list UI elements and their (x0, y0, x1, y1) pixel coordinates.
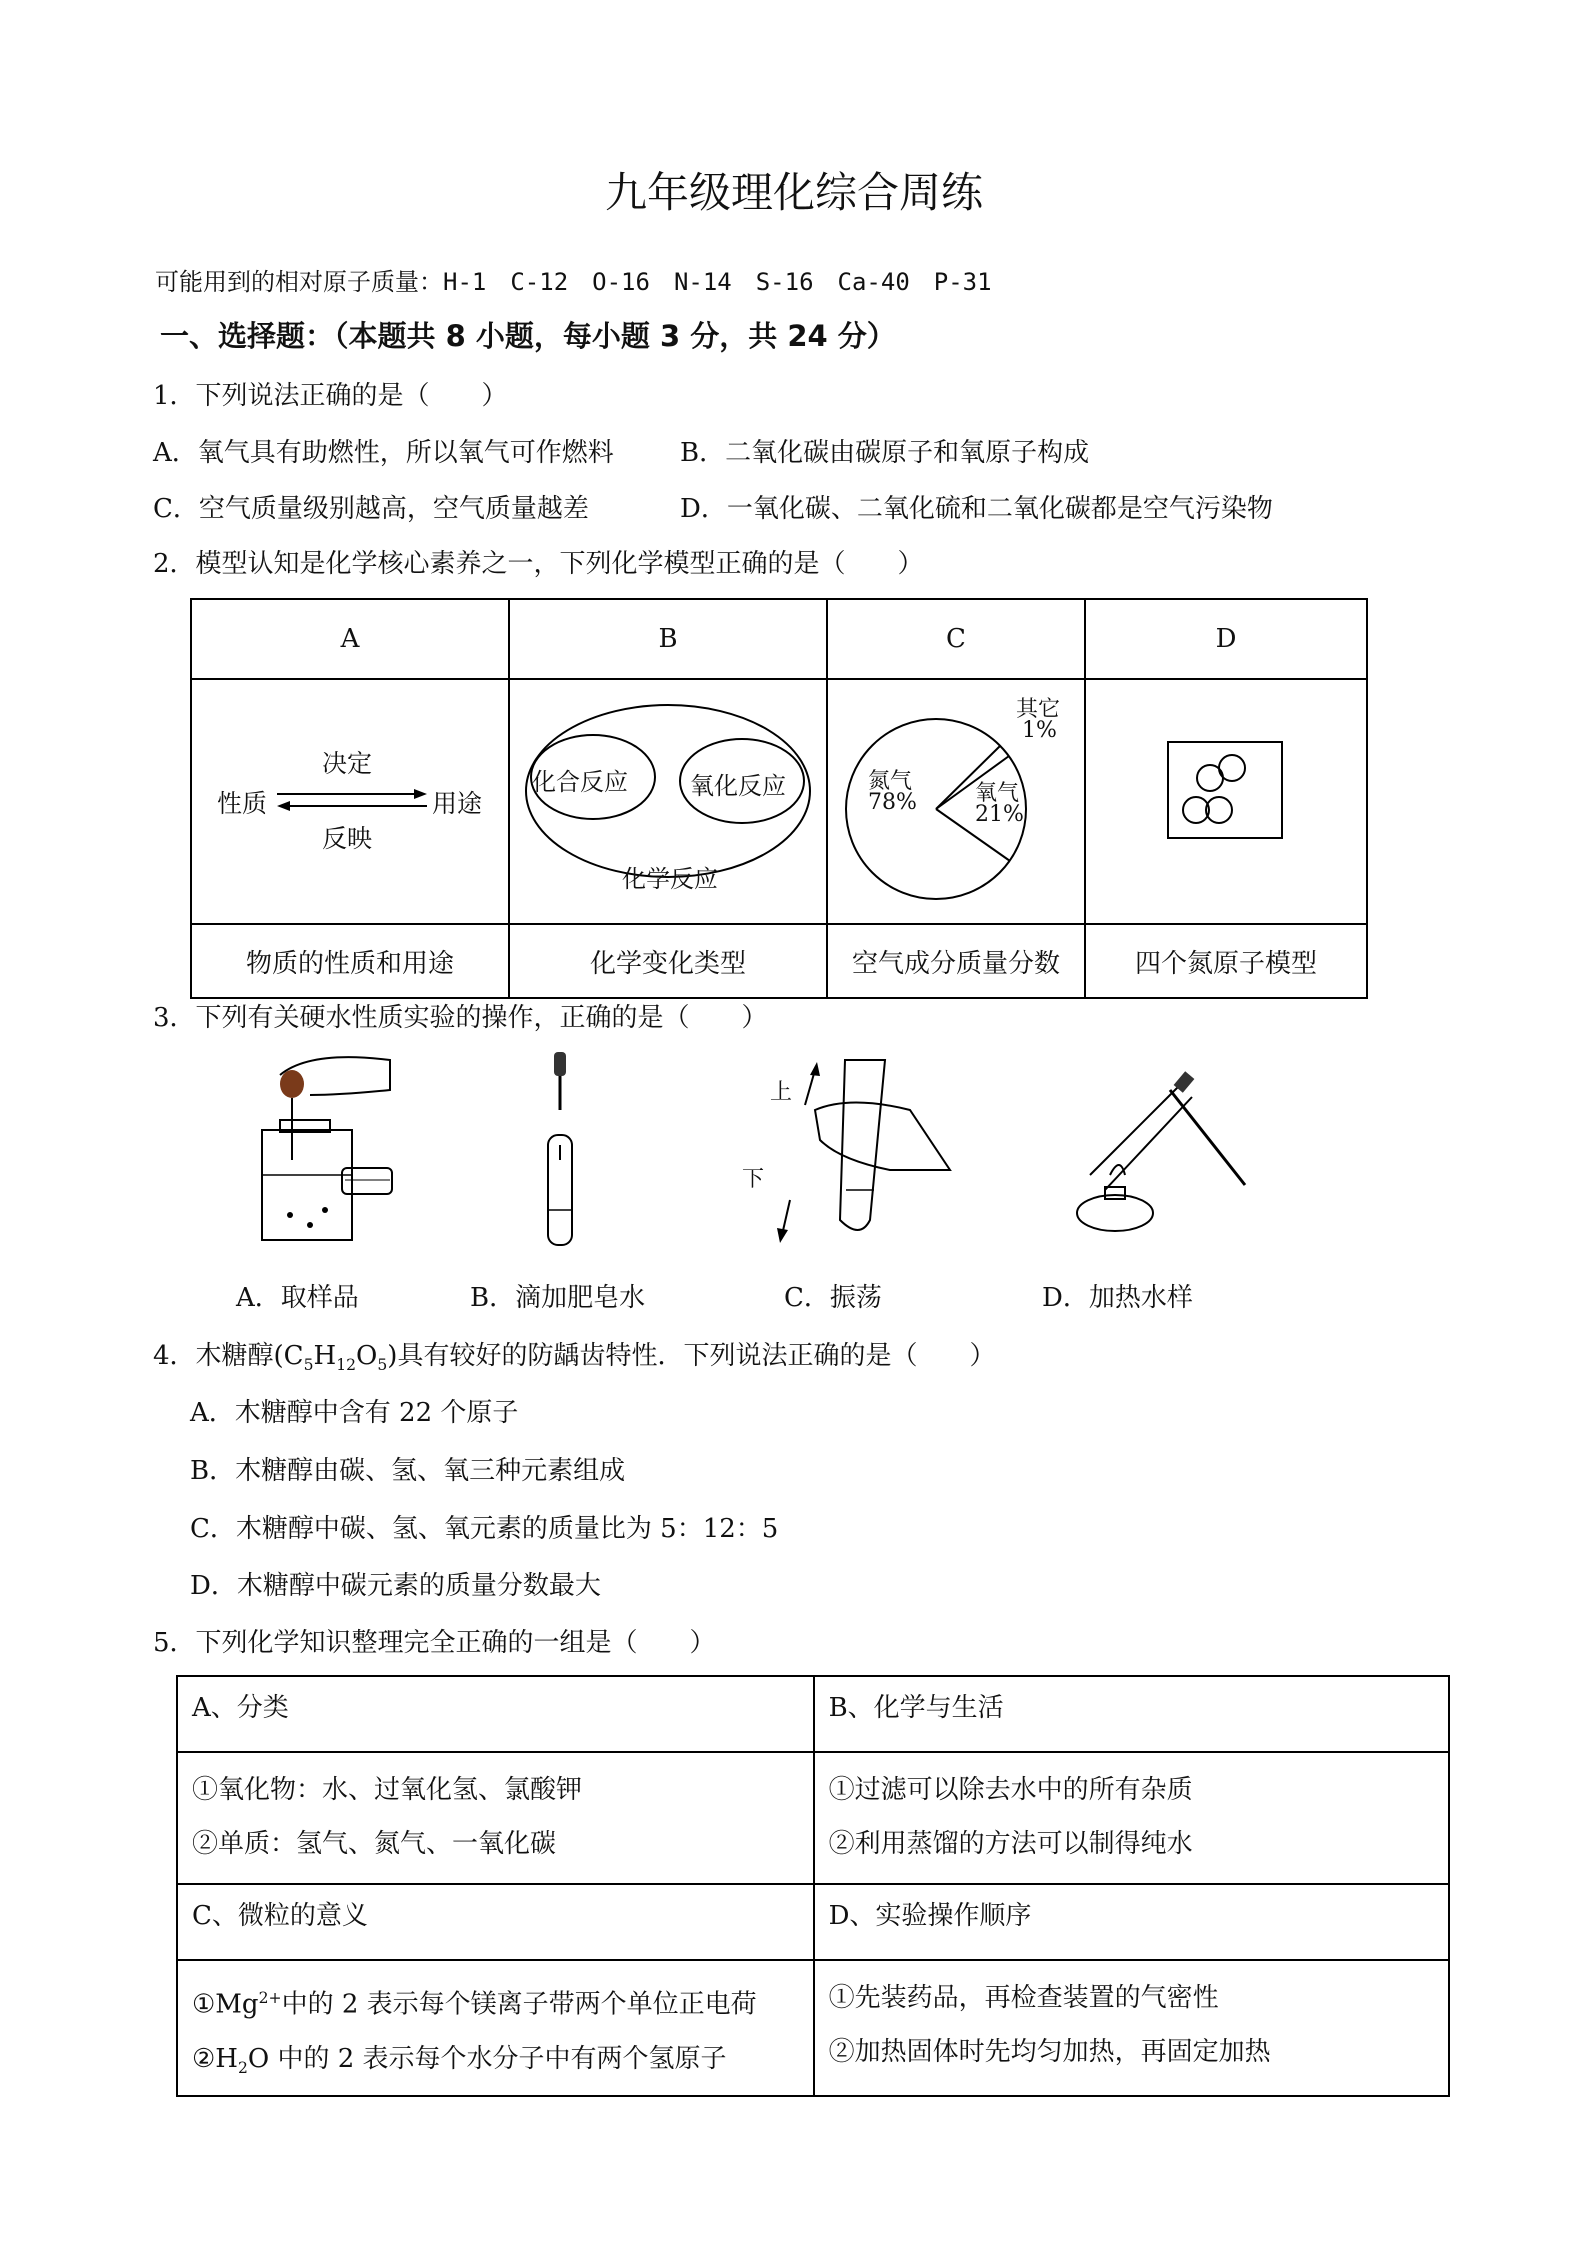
q3-label-c: C．振荡 (784, 1283, 882, 1313)
q2-caption-d: 四个氮原子模型 (1085, 924, 1367, 998)
model-a-left: 性质 (217, 788, 268, 818)
q4-option-d: D．木糖醇中碳元素的质量分数最大 (190, 1571, 601, 1601)
q5-stem: 5．下列化学知识整理完全正确的一组是（ ） (153, 1628, 716, 1658)
q4-option-b: B．木糖醇由碳、氢、氧三种元素组成 (190, 1456, 626, 1486)
q2-model-d (1085, 679, 1367, 924)
shake-down-label: 下 (742, 1167, 765, 1192)
q1-option-d: D．一氧化碳、二氧化硫和二氧化碳都是空气污染物 (680, 494, 1273, 524)
q1-option-c: C．空气质量级别越高，空气质量越差 (153, 494, 589, 524)
fig-b-add-soap-water (540, 1050, 580, 1250)
q1-stem: 1．下列说法正确的是（ ） (153, 381, 508, 411)
q2-model-table (190, 598, 1368, 999)
q5-knowledge-table (176, 1675, 1450, 2097)
q3-stem: 3．下列有关硬水性质实验的操作，正确的是（ ） (153, 1003, 768, 1033)
q1-option-a: A．氧气具有助燃性，所以氧气可作燃料 (153, 438, 614, 468)
q2-caption-b: 化学变化类型 (509, 924, 827, 998)
q5-b2: ②利用蒸馏的方法可以制得纯水 (828, 1829, 1193, 1859)
model-a-bottom: 反映 (322, 823, 373, 853)
section-heading: 一、选择题：（本题共 8 小题，每小题 3 分，共 24 分） (160, 319, 896, 353)
pie-n2-pct: 78% (868, 789, 917, 815)
q2-model-a (191, 679, 509, 924)
q5-c-body (177, 1960, 814, 2096)
q2-stem: 2．模型认知是化学核心素养之一，下列化学模型正确的是（ ） (153, 549, 924, 579)
pie-n2-name: 氮气 (868, 768, 913, 794)
q5-c1: $①Mg^{2+}$中的 2 表示每个镁离子带两个单位正电荷 (192, 1989, 757, 2020)
atomic-masses: 可能用到的相对原子质量：H-1 C-12 O-16 N-14 S-16 Ca-40 P-31 (155, 268, 992, 296)
fig-a-take-sample (250, 1050, 400, 1250)
q5-d-body (814, 1960, 1449, 2096)
q2-header-c: C (827, 599, 1085, 679)
q3-label-d: D．加热水样 (1042, 1283, 1193, 1313)
q5-b1: ①过滤可以除去水中的所有杂质 (828, 1775, 1193, 1805)
q2-model-c (827, 679, 1085, 924)
pie-other-name: 其它 (1016, 696, 1061, 722)
q4-option-a: A．木糖醇中含有 22 个原子 (190, 1398, 519, 1428)
q5-b-body (814, 1752, 1449, 1884)
pie-other-pct: 1% (1022, 717, 1057, 743)
q5-c-head: C、微粒的意义 (177, 1884, 814, 1960)
shake-up-label: 上 (770, 1080, 793, 1105)
q5-d1: ①先装药品，再检查装置的气密性 (828, 1983, 1219, 2013)
model-b-right: 氧化反应 (690, 771, 786, 800)
q2-header-d: D (1085, 599, 1367, 679)
model-a-top: 决定 (322, 748, 373, 778)
q2-header-b: B (509, 599, 827, 679)
fig-d-heat-water (1070, 1065, 1250, 1245)
q5-a2: ②单质：氢气、氮气、一氧化碳 (192, 1829, 557, 1859)
q2-caption-c: 空气成分质量分数 (827, 924, 1085, 998)
q5-a-head: A、分类 (177, 1676, 814, 1752)
q2-model-b (509, 679, 827, 924)
model-b-left: 化合反应 (532, 767, 628, 796)
nitrogen-atom-model (1086, 680, 1366, 916)
model-b-outer: 化学反应 (622, 864, 718, 893)
q2-caption-a: 物质的性质和用途 (191, 924, 509, 998)
pie-o2-pct: 21% (975, 801, 1024, 827)
q5-b-head: B、化学与生活 (814, 1676, 1449, 1752)
fig-a-stopper (340, 1160, 400, 1200)
q5-a1: ①氧化物：水、过氧化氢、氯酸钾 (192, 1775, 583, 1805)
q5-a-body (177, 1752, 814, 1884)
q5-d-head: D、实验操作顺序 (814, 1884, 1449, 1960)
q1-option-b: B．二氧化碳由碳原子和氧原子构成 (680, 438, 1090, 468)
page-title: 九年级理化综合周练 (604, 168, 983, 217)
q3-label-b: B．滴加肥皂水 (470, 1283, 646, 1313)
pie-o2-name: 氧气 (975, 780, 1020, 806)
q4-stem: 4．木糖醇$(C_5H_{12}O_5)$具有较好的防龋齿特性．下列说法正确的是（ ） (153, 1341, 996, 1375)
q4-option-c: C．木糖醇中碳、氢、氧元素的质量比为 5：12：5 (190, 1514, 779, 1544)
model-a-right: 用途 (432, 788, 483, 818)
q3-label-a: A．取样品 (236, 1283, 359, 1313)
q5-d2: ②加热固体时先均匀加热，再固定加热 (828, 2037, 1271, 2067)
q2-header-a: A (191, 599, 509, 679)
q5-c2: $②H_2O$ 中的 2 表示每个水分子中有两个氢原子 (192, 2043, 727, 2077)
double-arrow-icon (272, 786, 432, 816)
